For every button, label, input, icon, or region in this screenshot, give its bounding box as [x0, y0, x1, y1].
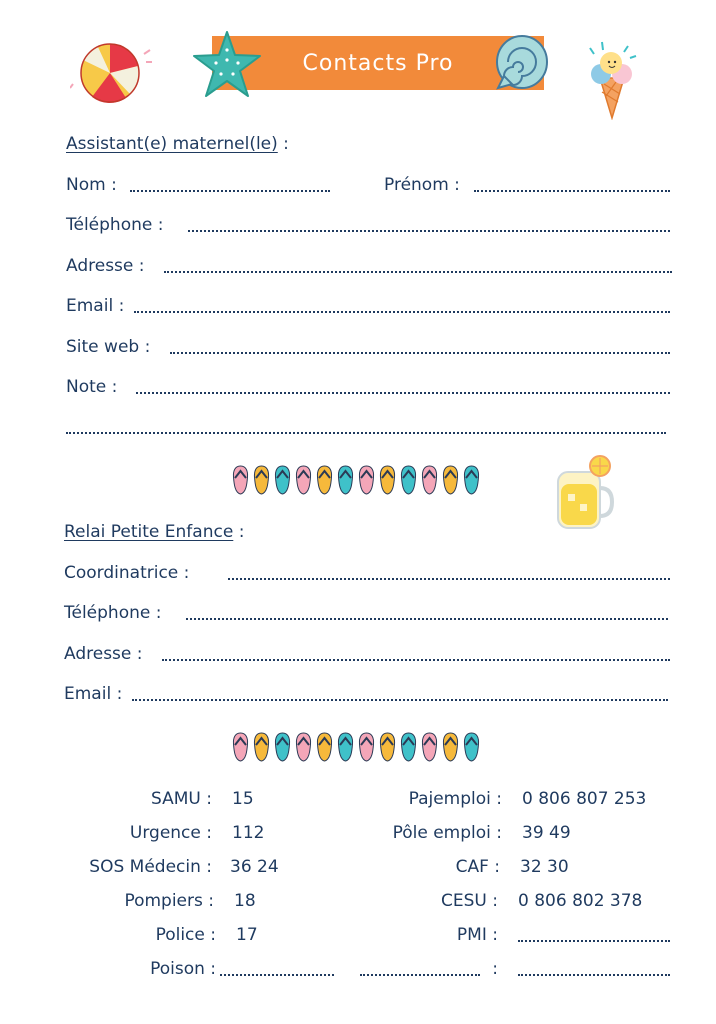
value-sos-medecin: 36 24	[230, 857, 279, 877]
field-site-web[interactable]	[170, 352, 670, 354]
seashell-icon	[494, 32, 550, 92]
flip-flop-icon	[253, 465, 270, 495]
field-other[interactable]	[518, 974, 670, 976]
relai-heading-text: Relai Petite Enfance	[64, 522, 234, 542]
label-cesu: CESU :	[441, 891, 498, 911]
section-heading-relai	[64, 521, 244, 543]
label-relai-adresse: Adresse :	[64, 644, 143, 664]
page-title: Contacts Pro	[302, 50, 454, 76]
label-site-web: Site web :	[66, 337, 151, 357]
label-note: Note :	[66, 377, 118, 397]
value-cesu: 0 806 802 378	[518, 891, 643, 911]
lemonade-icon	[548, 454, 616, 532]
value-police: 17	[236, 925, 258, 945]
field-adresse[interactable]	[164, 271, 672, 273]
flip-flop-icon	[232, 465, 249, 495]
flip-flop-icon	[337, 732, 354, 762]
flip-flop-icon	[442, 732, 459, 762]
value-pajemploi: 0 806 807 253	[522, 789, 647, 809]
value-pompiers: 18	[234, 891, 256, 911]
beach-ball-icon	[70, 40, 154, 106]
field-poison[interactable]	[220, 974, 334, 976]
assistant-heading-text: Assistant(e) maternel(le)	[66, 134, 278, 154]
field-note-continued[interactable]	[66, 432, 666, 434]
field-relai-adresse[interactable]	[162, 659, 670, 661]
flip-flop-icon	[421, 732, 438, 762]
flip-flop-icon	[400, 732, 417, 762]
flip-flop-icon	[253, 732, 270, 762]
field-telephone[interactable]	[188, 230, 670, 232]
label-other-colon: :	[492, 959, 498, 979]
flip-flop-icon	[379, 465, 396, 495]
flip-flop-icon	[379, 732, 396, 762]
label-telephone: Téléphone :	[66, 215, 164, 235]
flip-flop-icon	[463, 465, 480, 495]
assistant-heading-colon: :	[277, 134, 289, 154]
value-pole-emploi: 39 49	[522, 823, 571, 843]
label-relai-telephone: Téléphone :	[64, 603, 162, 623]
flip-flop-icon	[295, 465, 312, 495]
flip-flop-icon	[337, 465, 354, 495]
field-coordinatrice[interactable]	[228, 578, 670, 580]
flip-flop-icon	[358, 465, 375, 495]
value-urgence: 112	[232, 823, 265, 843]
field-relai-telephone[interactable]	[186, 618, 668, 620]
label-pmi: PMI :	[456, 925, 498, 945]
ice-cream-icon	[582, 38, 646, 120]
label-prenom: Prénom :	[384, 175, 460, 195]
flip-flop-divider	[232, 465, 480, 495]
flip-flop-icon	[316, 465, 333, 495]
label-coordinatrice: Coordinatrice :	[64, 563, 190, 583]
flip-flop-icon	[232, 732, 249, 762]
flip-flop-icon	[421, 465, 438, 495]
label-pole-emploi: Pôle emploi :	[392, 823, 502, 843]
starfish-icon	[192, 30, 262, 98]
label-sos-medecin: SOS Médecin :	[89, 857, 212, 877]
flip-flop-icon	[316, 732, 333, 762]
label-relai-email: Email :	[64, 684, 123, 704]
label-poison: Poison :	[150, 959, 216, 979]
flip-flop-icon	[442, 465, 459, 495]
label-email: Email :	[66, 296, 125, 316]
label-nom: Nom :	[66, 175, 117, 195]
field-note[interactable]	[136, 392, 670, 394]
value-samu: 15	[232, 789, 254, 809]
field-relai-email[interactable]	[132, 699, 668, 701]
label-caf: CAF :	[455, 857, 500, 877]
flip-flop-icon	[463, 732, 480, 762]
flip-flop-icon	[400, 465, 417, 495]
flip-flop-divider	[232, 732, 480, 762]
flip-flop-icon	[274, 465, 291, 495]
field-other-label[interactable]	[360, 974, 480, 976]
relai-heading-colon: :	[233, 522, 245, 542]
field-email[interactable]	[134, 311, 670, 313]
flip-flop-icon	[295, 732, 312, 762]
field-nom[interactable]	[130, 190, 330, 192]
label-urgence: Urgence :	[129, 823, 212, 843]
flip-flop-icon	[358, 732, 375, 762]
field-pmi[interactable]	[518, 940, 670, 942]
flip-flop-icon	[274, 732, 291, 762]
label-pompiers: Pompiers :	[124, 891, 214, 911]
section-heading-assistant	[66, 133, 289, 155]
value-caf: 32 30	[520, 857, 569, 877]
label-police: Police :	[155, 925, 216, 945]
label-pajemploi: Pajemploi :	[408, 789, 502, 809]
field-prenom[interactable]	[474, 190, 670, 192]
label-samu: SAMU :	[151, 789, 212, 809]
label-adresse: Adresse :	[66, 256, 145, 276]
